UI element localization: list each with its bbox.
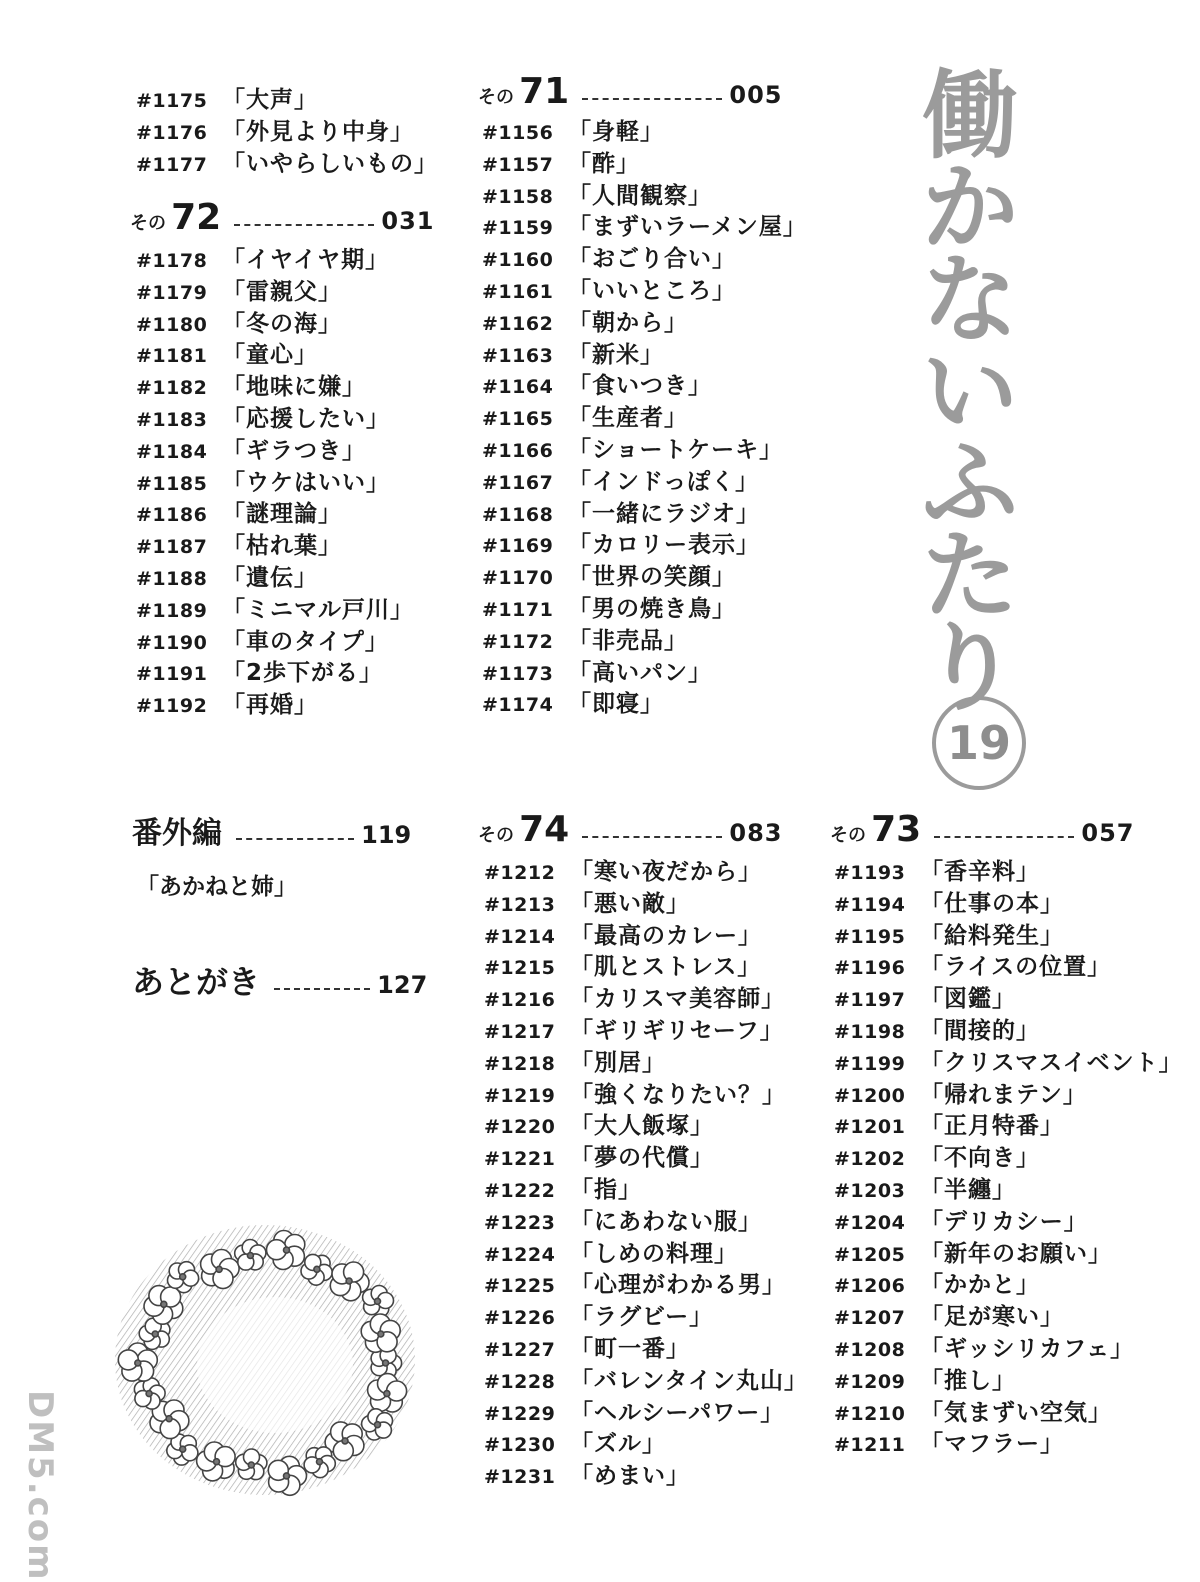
- episode-number: #1223: [484, 1211, 556, 1234]
- episode-number: #1161: [482, 281, 554, 303]
- episode-title: 「おごり合い」: [568, 246, 736, 273]
- episode-title: 「仕事の本」: [920, 890, 1064, 917]
- episode-number: #1226: [484, 1307, 556, 1330]
- episode-number: #1217: [484, 1021, 556, 1043]
- episode-number: #1166: [482, 440, 554, 462]
- episode-row: [136, 689, 318, 721]
- chapter-74-number: 74: [519, 809, 570, 850]
- episode-row: [484, 1365, 808, 1397]
- episode-title: 「推し」: [920, 1367, 1016, 1394]
- episode-title: 「地味に嫌」: [222, 374, 366, 401]
- episode-title: 「ギリギリセーフ」: [570, 1018, 784, 1044]
- episode-number: #1190: [136, 631, 208, 654]
- episode-row: [136, 308, 342, 340]
- episode-title: 「遺伝」: [222, 565, 318, 591]
- episode-title: 「食いつき」: [568, 373, 712, 400]
- episode-number: #1176: [136, 121, 208, 144]
- episode-title: 「即寝」: [568, 691, 664, 718]
- episode-title: 「イヤイヤ期」: [222, 247, 390, 273]
- episode-row: [482, 434, 783, 466]
- chapter-71-header: その 71 005: [478, 71, 783, 112]
- episode-row: [482, 339, 664, 371]
- episode-title: 「別居」: [570, 1049, 666, 1076]
- episode-title: 「間接的」: [920, 1018, 1040, 1044]
- episode-number: #1168: [482, 503, 554, 526]
- episode-title: 「しめの料理」: [570, 1240, 738, 1267]
- episode-number: #1197: [834, 989, 906, 1012]
- extra-chapter-header: [132, 812, 411, 856]
- episode-title: 「大声」: [222, 87, 318, 113]
- episode-number: #1203: [834, 1180, 906, 1202]
- episode-number: #1170: [482, 567, 554, 590]
- episode-number: #1227: [484, 1339, 556, 1361]
- episode-title: 「枯れ葉」: [222, 533, 342, 560]
- episode-row: [482, 657, 712, 689]
- extra-chapter-label: 番外編: [132, 816, 222, 851]
- episode-number: #1204: [834, 1211, 906, 1234]
- episode-row: [484, 1015, 784, 1047]
- episode-title: 「いいところ」: [568, 278, 736, 304]
- episode-title: 「2歩下がる」: [222, 660, 384, 687]
- episode-row: [136, 626, 389, 658]
- series-title-char: な: [922, 244, 1018, 356]
- episode-number: #1220: [484, 1116, 556, 1139]
- episode-number: #1182: [136, 377, 208, 400]
- episode-title: 「男の焼き鳥」: [568, 596, 736, 622]
- episode-number: #1172: [482, 630, 554, 653]
- episode-number: #1188: [136, 568, 208, 590]
- episode-row: [482, 466, 759, 498]
- episode-number: #1210: [834, 1402, 906, 1425]
- episode-row: [484, 1174, 642, 1206]
- episode-row: [484, 1460, 690, 1492]
- episode-title: 「酢」: [568, 150, 640, 177]
- episode-title: 「クリスマスイベント」: [920, 1049, 1183, 1076]
- episode-title: 「半纏」: [920, 1177, 1016, 1203]
- series-title-char: た: [922, 520, 1018, 632]
- episode-row: [834, 1333, 1134, 1365]
- series-title-char: か: [922, 152, 1018, 264]
- episode-title: 「ズル」: [570, 1431, 666, 1458]
- episode-row: [834, 1174, 1016, 1206]
- episode-number: #1175: [136, 90, 208, 112]
- episode-title: 「童心」: [222, 342, 318, 369]
- episode-row: [484, 888, 690, 920]
- episode-number: #1205: [834, 1243, 906, 1266]
- episode-title: 「めまい」: [570, 1463, 690, 1490]
- chapter-74-header: その 74 083: [478, 809, 783, 850]
- episode-row: [834, 1301, 1064, 1333]
- episode-row: [136, 116, 414, 148]
- episode-row: [482, 402, 688, 434]
- episode-row: [484, 1142, 714, 1174]
- episode-title: 「ギッシリカフェ」: [920, 1336, 1135, 1362]
- episode-title: 「カリスマ美容師」: [570, 986, 786, 1013]
- episode-row: [482, 180, 712, 212]
- episode-number: #1179: [136, 281, 208, 304]
- episode-number: #1206: [834, 1275, 906, 1298]
- episode-number: #1211: [834, 1434, 906, 1457]
- chapter-74-page: 083: [729, 819, 783, 847]
- episode-row: [482, 243, 736, 275]
- episode-title: 「肌とストレス」: [570, 954, 762, 981]
- episode-number: #1157: [482, 153, 554, 176]
- episode-number: #1177: [136, 153, 208, 176]
- episode-title: 「かかと」: [920, 1272, 1040, 1299]
- episode-row: [484, 1333, 690, 1365]
- volume-number: 19: [932, 696, 1026, 790]
- episode-title: 「朝から」: [568, 309, 688, 336]
- series-title: [910, 60, 1030, 724]
- episode-title: 「指」: [570, 1177, 642, 1203]
- episode-number: #1194: [834, 893, 906, 916]
- episode-title: 「寒い夜だから」: [570, 859, 762, 885]
- episode-title: 「生産者」: [568, 405, 688, 432]
- episode-number: #1215: [484, 957, 556, 980]
- episode-title: 「悪い敵」: [570, 890, 690, 917]
- episode-title: 「夢の代償」: [570, 1145, 714, 1172]
- episode-row: [834, 1428, 1064, 1460]
- episode-row: [136, 498, 342, 530]
- flower-wreath-illustration: [110, 1215, 420, 1505]
- episode-number: #1184: [136, 440, 208, 463]
- episode-number: #1207: [834, 1307, 906, 1330]
- chapter-73-page: 057: [1081, 819, 1135, 847]
- episode-number: #1173: [482, 662, 554, 685]
- episode-row: [136, 594, 414, 626]
- episode-row: [484, 1269, 786, 1301]
- series-title-char: い: [922, 336, 1018, 448]
- episode-title: 「新年のお願い」: [920, 1240, 1112, 1267]
- episode-number: #1230: [484, 1434, 556, 1457]
- episode-title: 「新米」: [568, 341, 664, 368]
- episode-title: 「ショートケーキ」: [568, 437, 784, 463]
- episode-number: #1224: [484, 1243, 556, 1266]
- episode-title: 「謎理論」: [222, 501, 342, 528]
- episode-title: 「ラグビー」: [570, 1304, 714, 1331]
- episode-row: [484, 1397, 784, 1429]
- episode-row: [136, 467, 390, 499]
- episode-row: [834, 1079, 1087, 1111]
- episode-row: [484, 951, 761, 983]
- episode-row: [482, 561, 736, 593]
- extra-chapter-page: 119: [361, 821, 412, 849]
- episode-number: #1159: [482, 217, 554, 240]
- episode-number: #1181: [136, 345, 208, 368]
- episode-number: #1199: [834, 1052, 906, 1075]
- episode-number: #1218: [484, 1052, 556, 1075]
- episode-title: 「人間観察」: [568, 182, 712, 209]
- episode-number: #1158: [482, 185, 554, 208]
- episode-row: [834, 888, 1064, 920]
- episode-number: #1162: [482, 312, 554, 335]
- episode-number: #1185: [136, 472, 208, 495]
- episode-title: 「まずいラーメン屋」: [568, 214, 807, 241]
- episode-number: #1192: [136, 695, 208, 718]
- chapter-72-number: 72: [171, 197, 222, 238]
- episode-row: [834, 1397, 1112, 1429]
- episode-number: #1201: [834, 1116, 906, 1139]
- episode-row: [484, 856, 762, 888]
- episode-number: #1171: [482, 599, 554, 621]
- episode-title: 「再婚」: [222, 692, 318, 719]
- episode-row: [834, 1142, 1040, 1174]
- episode-number: #1202: [834, 1148, 906, 1171]
- episode-title: 「カロリー表示」: [568, 532, 760, 559]
- episode-title: 「町一番」: [570, 1336, 690, 1362]
- episode-title: 「デリカシー」: [920, 1208, 1088, 1235]
- episode-row: [484, 1238, 738, 1270]
- episode-number: #1219: [484, 1084, 556, 1107]
- episode-number: #1214: [484, 925, 556, 948]
- episode-number: #1169: [482, 535, 554, 558]
- episode-row: [484, 1047, 666, 1079]
- episode-row: [136, 435, 366, 467]
- episode-row: [484, 1301, 713, 1333]
- episode-title: 「ヘルシーパワー」: [570, 1399, 785, 1426]
- episode-number: #1193: [834, 862, 906, 884]
- episode-title: 「身軽」: [568, 119, 664, 145]
- episode-row: [136, 562, 318, 594]
- afterword-label: あとがき: [132, 963, 261, 1001]
- episode-title: 「高いパン」: [568, 659, 712, 686]
- episode-number: #1165: [482, 408, 554, 431]
- episode-row: [834, 1269, 1040, 1301]
- afterword-page: 127: [377, 971, 428, 999]
- episode-title: 「ギラつき」: [222, 437, 366, 464]
- episode-number: #1183: [136, 409, 208, 431]
- episode-title: 「気まずい空気」: [920, 1399, 1112, 1426]
- episode-row: [484, 1428, 666, 1460]
- episode-title: 「ウケはいい」: [222, 469, 390, 496]
- episode-row: [834, 1238, 1112, 1270]
- extra-chapter-episode: 「あかねと姉」: [136, 874, 297, 900]
- episode-title: 「インドっぽく」: [568, 468, 760, 495]
- episode-row: [136, 84, 318, 116]
- episode-title: 「ミニマル戸川」: [222, 596, 414, 623]
- episode-row: [482, 275, 736, 307]
- episode-row: [482, 116, 664, 148]
- episode-number: #1200: [834, 1084, 906, 1107]
- site-watermark: DM5.com: [20, 1390, 60, 1582]
- episode-title: 「非売品」: [568, 627, 688, 654]
- afterword-header: [132, 960, 427, 1004]
- episode-number: #1228: [484, 1370, 556, 1393]
- episode-title: 「バレンタイン丸山」: [570, 1367, 809, 1394]
- chapter-72-header: その 72 031: [130, 197, 435, 238]
- episode-title: 「帰れまテン」: [920, 1081, 1087, 1108]
- episode-row: [136, 339, 318, 371]
- episode-row: [484, 983, 785, 1015]
- episode-title: 「車のタイプ」: [222, 628, 389, 655]
- episode-title: 「香辛料」: [920, 859, 1040, 885]
- episode-number: #1229: [484, 1402, 556, 1425]
- episode-number: #1222: [484, 1180, 556, 1202]
- episode-title: 「大人飯塚」: [570, 1113, 714, 1140]
- episode-title: 「雷親父」: [222, 278, 342, 305]
- episode-number: #1191: [136, 663, 208, 686]
- episode-number: #1189: [136, 599, 208, 622]
- episode-number: #1231: [484, 1466, 556, 1489]
- episode-title: 「給料発生」: [920, 922, 1064, 949]
- episode-row: [834, 1206, 1088, 1238]
- episode-row: [834, 1015, 1040, 1047]
- episode-row: [482, 307, 688, 339]
- episode-title: 「正月特番」: [920, 1113, 1064, 1140]
- episode-title: 「ライスの位置」: [920, 954, 1112, 981]
- episode-row: [834, 1047, 1183, 1079]
- episode-row: [136, 403, 390, 435]
- episode-number: #1212: [484, 862, 556, 884]
- series-title-char: り: [922, 612, 1018, 724]
- episode-number: #1195: [834, 925, 906, 948]
- episode-title: 「強くなりたい？」: [570, 1081, 786, 1108]
- episode-number: #1213: [484, 893, 556, 916]
- episode-number: #1196: [834, 957, 906, 980]
- episode-row: [484, 1110, 714, 1142]
- episode-title: 「最高のカレー」: [570, 922, 762, 949]
- episode-row: [484, 1079, 786, 1111]
- episode-number: #1186: [136, 504, 208, 527]
- episode-number: #1156: [482, 122, 554, 144]
- episode-number: #1208: [834, 1339, 906, 1361]
- episode-number: #1221: [484, 1148, 556, 1171]
- episode-row: [482, 529, 760, 561]
- episode-row: [136, 657, 383, 689]
- episode-row: [482, 593, 736, 625]
- episode-row: [136, 276, 342, 308]
- episode-row: [834, 983, 1016, 1015]
- episode-row: [136, 530, 342, 562]
- episode-row: [482, 211, 807, 243]
- episode-row: [834, 920, 1064, 952]
- episode-row: [484, 920, 762, 952]
- chapter-71-page: 005: [729, 81, 783, 109]
- episode-row: [136, 244, 389, 276]
- episode-number: #1164: [482, 376, 554, 399]
- episode-title: 「足が寒い」: [920, 1304, 1064, 1331]
- series-title-char: ふ: [922, 428, 1018, 540]
- episode-title: 「心理がわかる男」: [570, 1272, 786, 1299]
- episode-number: #1180: [136, 313, 208, 336]
- episode-number: #1178: [136, 250, 208, 272]
- episode-number: #1187: [136, 536, 208, 559]
- episode-number: #1209: [834, 1370, 906, 1393]
- episode-title: 「外見より中身」: [222, 118, 414, 145]
- episode-row: [482, 688, 664, 720]
- episode-row: [482, 148, 640, 180]
- episode-number: #1160: [482, 249, 554, 272]
- episode-number: #1198: [834, 1021, 906, 1043]
- chapter-72-page: 031: [381, 207, 435, 235]
- episode-number: #1174: [482, 694, 554, 717]
- episode-number: #1225: [484, 1275, 556, 1298]
- episode-title: 「冬の海」: [222, 310, 342, 337]
- episode-title: 「図鑑」: [920, 986, 1016, 1013]
- episode-title: 「世界の笑顔」: [568, 564, 736, 591]
- episode-title: 「にあわない服」: [570, 1208, 762, 1235]
- episode-row: [482, 625, 688, 657]
- episode-number: #1163: [482, 344, 554, 367]
- episode-title: 「いやらしいもの」: [222, 150, 438, 177]
- episode-row: [136, 371, 366, 403]
- episode-title: 「不向き」: [920, 1145, 1040, 1172]
- chapter-73-header: その 73 057: [830, 809, 1135, 850]
- episode-row: [834, 1365, 1016, 1397]
- episode-row: [136, 148, 438, 180]
- episode-title: 「マフラー」: [920, 1431, 1064, 1458]
- episode-row: [834, 1110, 1064, 1142]
- episode-row: [834, 856, 1040, 888]
- episode-number: #1216: [484, 989, 556, 1012]
- chapter-71-number: 71: [519, 71, 570, 112]
- episode-row: [482, 370, 712, 402]
- series-title-char: 働: [922, 60, 1018, 172]
- chapter-73-number: 73: [871, 809, 922, 850]
- episode-title: 「応援したい」: [222, 406, 390, 432]
- episode-row: [482, 498, 760, 530]
- episode-title: 「一緒にラジオ」: [568, 500, 760, 527]
- episode-row: [484, 1206, 762, 1238]
- episode-number: #1167: [482, 471, 554, 494]
- episode-row: [834, 951, 1111, 983]
